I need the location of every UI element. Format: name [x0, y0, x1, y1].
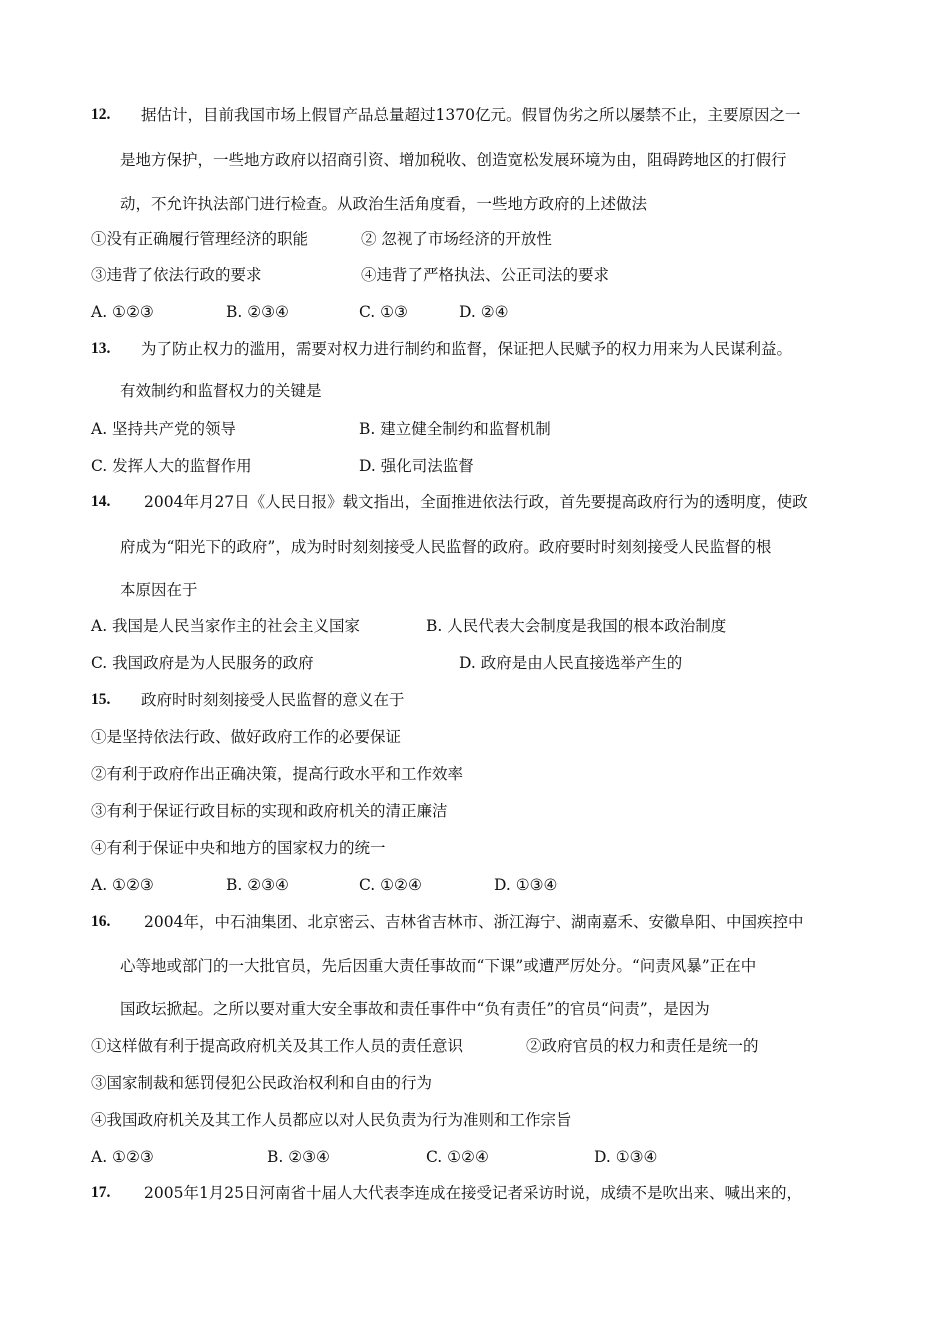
question-14-option-c[interactable]: C. 我国政府是为人民服务的政府	[91, 654, 314, 672]
question-13-number: 13.	[91, 340, 111, 357]
question-16-stem-line-1: 2004年，中石油集团、北京密云、吉林省吉林市、浙江海宁、湖南嘉禾、安徽阜阳、中国疾控中	[144, 913, 804, 931]
question-13-option-a[interactable]: A. 坚持共产党的领导	[91, 420, 237, 438]
question-15-number: 15.	[91, 691, 111, 708]
question-13-stem-line-1: 为了防止权力的滥用，需要对权力进行制约和监督，保证把人民赋予的权力用来为人民谋利益。	[141, 340, 793, 358]
question-15-statement-2: ②有利于政府作出正确决策，提高行政水平和工作效率	[91, 765, 464, 783]
question-14-stem-line-3: 本原因在于	[120, 581, 198, 599]
question-15-option-a[interactable]: A. ①②③	[91, 876, 154, 894]
question-14-number: 14.	[91, 493, 111, 510]
question-12-option-c[interactable]: C. ①③	[359, 303, 408, 321]
question-15-statement-3: ③有利于保证行政目标的实现和政府机关的清正廉洁	[91, 802, 448, 820]
question-13-option-d[interactable]: D. 强化司法监督	[359, 457, 474, 475]
question-12-number: 12.	[91, 106, 111, 123]
question-12-stem-line-1: 据估计，目前我国市场上假冒产品总量超过1370亿元。假冒伪劣之所以屡禁不止，主要原因之一	[141, 106, 801, 124]
question-12-stem-line-3: 动，不允许执法部门进行检查。从政治生活角度看，一些地方政府的上述做法	[120, 195, 648, 213]
question-12-option-a[interactable]: A. ①②③	[91, 303, 154, 321]
question-14-stem-line-1: 2004年月27日《人民日报》载文指出，全面推进依法行政，首先要提高政府行为的透明度，使政	[144, 493, 808, 511]
question-16-option-b[interactable]: B. ②③④	[267, 1148, 330, 1166]
question-16-statement-4: ④我国政府机关及其工作人员都应以对人民负责为行为准则和工作宗旨	[91, 1111, 572, 1129]
question-16-option-d[interactable]: D. ①③④	[594, 1148, 658, 1166]
question-17-stem-line-1: 2005年1月25日河南省十届人大代表李连成在接受记者采访时说，成绩不是吹出来、喊出来的，	[144, 1184, 803, 1202]
question-14-stem-line-2: 府成为“阳光下的政府”，成为时时刻刻接受人民监督的政府。政府要时时刻刻接受人民监督的根	[120, 538, 772, 556]
question-16-option-c[interactable]: C. ①②④	[426, 1148, 489, 1166]
question-12-statement-3: ③违背了依法行政的要求	[91, 266, 262, 284]
question-14-option-a[interactable]: A. 我国是人民当家作主的社会主义国家	[91, 617, 361, 635]
question-15-statement-1: ①是坚持依法行政、做好政府工作的必要保证	[91, 728, 402, 746]
question-12-statement-4: ④违背了严格执法、公正司法的要求	[361, 266, 610, 284]
question-15-option-c[interactable]: C. ①②④	[359, 876, 422, 894]
question-13-option-c[interactable]: C. 发挥人大的监督作用	[91, 457, 252, 475]
question-14-option-b[interactable]: B. 人民代表大会制度是我国的根本政治制度	[426, 617, 727, 635]
question-16-option-a[interactable]: A. ①②③	[91, 1148, 154, 1166]
question-12-option-d[interactable]: D. ②④	[459, 303, 509, 321]
question-12-statement-2: ② 忽视了市场经济的开放性	[361, 230, 552, 248]
question-13-stem-line-2: 有效制约和监督权力的关键是	[120, 382, 322, 400]
question-12-stem-line-2: 是地方保护，一些地方政府以招商引资、增加税收、创造宽松发展环境为由，阻碍跨地区的打假行	[120, 151, 787, 169]
question-15-option-b[interactable]: B. ②③④	[226, 876, 289, 894]
question-16-stem-line-3: 国政坛掀起。之所以要对重大安全事故和责任事件中“负有责任”的官员“问责”，是因为	[120, 1000, 710, 1018]
question-16-statement-3: ③国家制裁和惩罚侵犯公民政治权利和自由的行为	[91, 1074, 433, 1092]
question-16-statement-2: ②政府官员的权力和责任是统一的	[526, 1037, 759, 1055]
question-12-option-b[interactable]: B. ②③④	[226, 303, 289, 321]
question-16-number: 16.	[91, 913, 111, 930]
question-16-stem-line-2: 心等地或部门的一大批官员，先后因重大责任事故而“下课”或遭严厉处分。“问责风暴”正在中	[120, 957, 757, 975]
question-13-option-b[interactable]: B. 建立健全制约和监督机制	[359, 420, 551, 438]
question-15-statement-4: ④有利于保证中央和地方的国家权力的统一	[91, 839, 386, 857]
question-15-stem-line-1: 政府时时刻刻接受人民监督的意义在于	[141, 691, 405, 709]
question-14-option-d[interactable]: D. 政府是由人民直接选举产生的	[459, 654, 683, 672]
question-12-statement-1: ①没有正确履行管理经济的职能	[91, 230, 309, 248]
question-17-number: 17.	[91, 1184, 111, 1201]
question-15-option-d[interactable]: D. ①③④	[494, 876, 558, 894]
question-16-statement-1: ①这样做有利于提高政府机关及其工作人员的责任意识	[91, 1037, 464, 1055]
